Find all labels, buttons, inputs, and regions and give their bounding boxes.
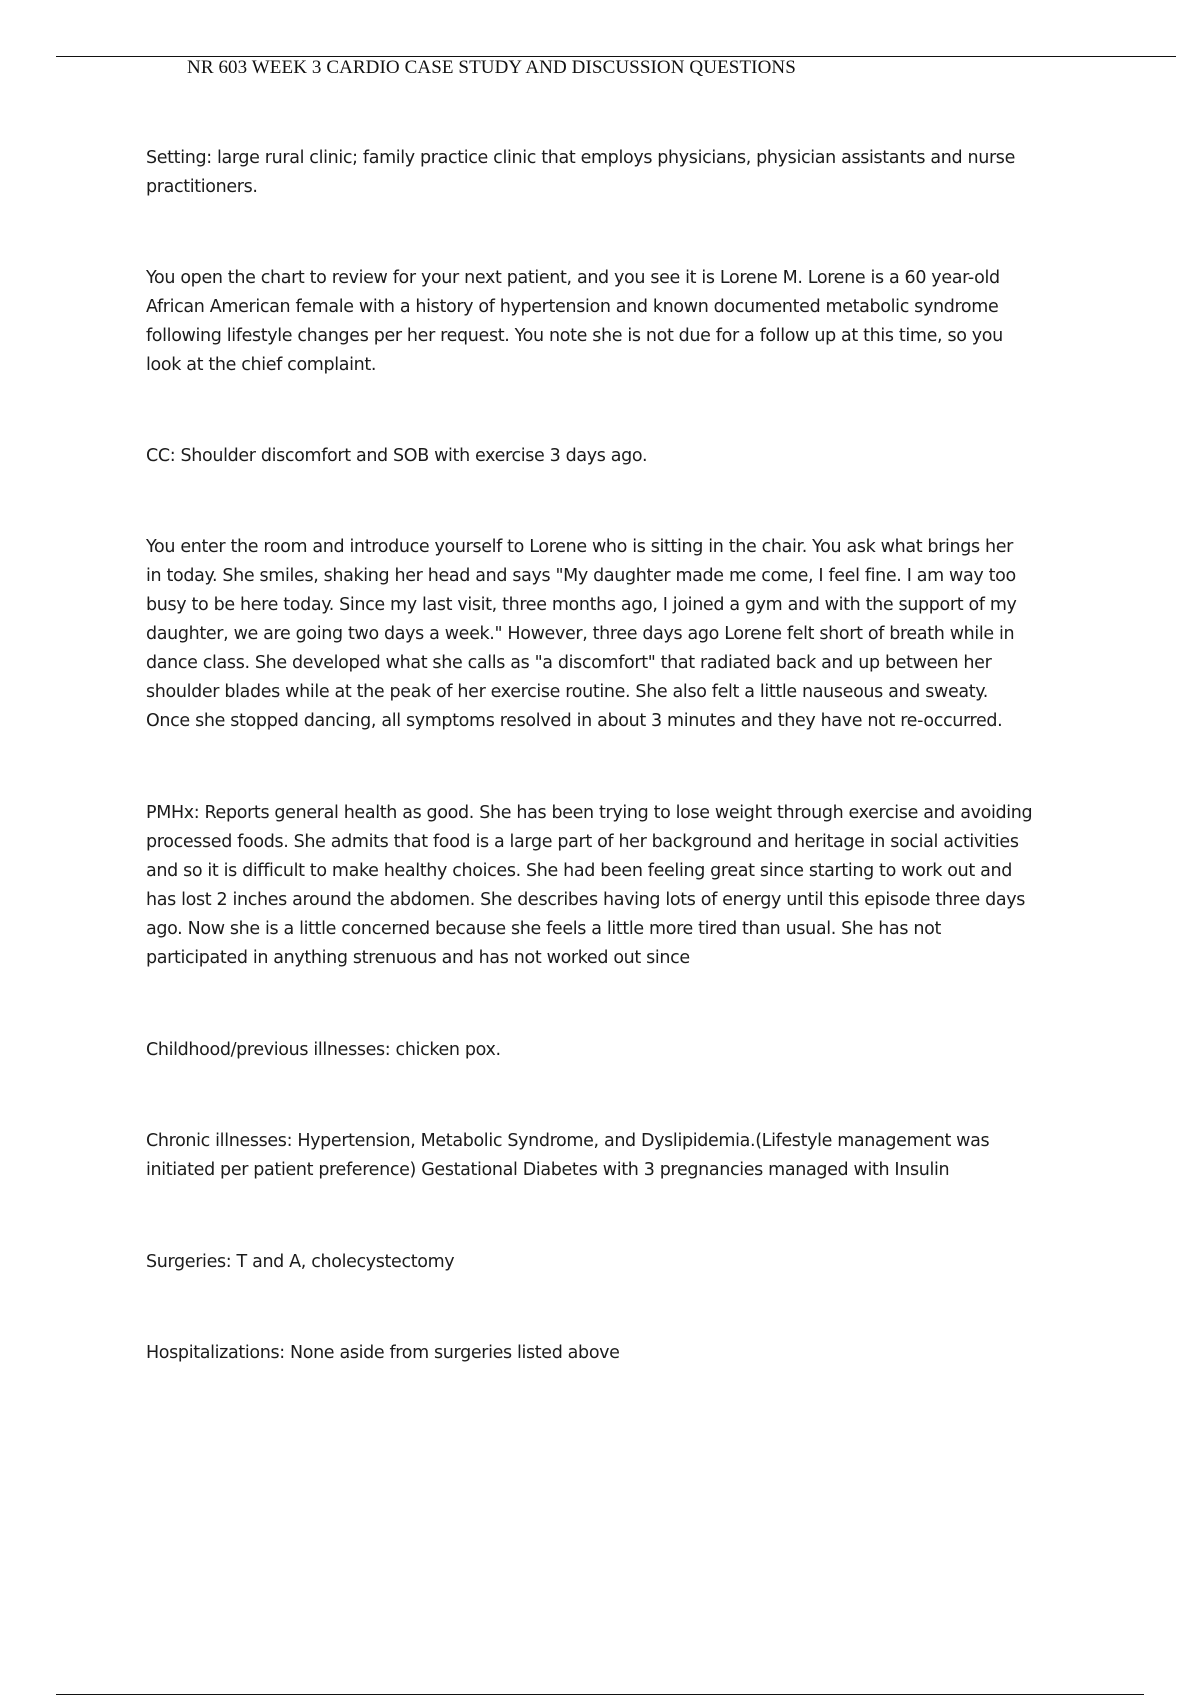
- hpi-paragraph: You enter the room and introduce yourself to Lorene who is sitting in the chair. You ask what brings her in today. She smiles, shaking her head and says "My daughter made me come, I feel fine. I am way too busy to be here today. Since my last visit, three months ago, I joined a gym and with the support of my daughter, we are going two days a week." However, three days ago Lorene felt short of breath while in dance class. She developed what she calls as "a discomfort" that radiated back and up between her shoulder blades while at the peak of her exercise routine. She also felt a little nauseous and sweaty. Once she stopped dancing, all symptoms resolved in about 3 minutes and they have not re-occurred.: [146, 537, 1017, 731]
- setting-paragraph: Setting: large rural clinic; family practice clinic that employs physicians, physician assistants and nurse practitioners.: [146, 148, 1015, 197]
- hospitalizations-paragraph: Hospitalizations: None aside from surgeries listed above: [146, 1343, 620, 1363]
- chronic-illnesses-paragraph: Chronic illnesses: Hypertension, Metabolic Syndrome, and Dyslipidemia.(Lifestyle management was initiated per patient preference) Gestational Diabetes with 3 pregnancies managed with Insulin: [146, 1131, 990, 1180]
- chief-complaint-paragraph: CC: Shoulder discomfort and SOB with exercise 3 days ago.: [146, 446, 648, 466]
- childhood-illnesses-paragraph: Childhood/previous illnesses: chicken pox.: [146, 1040, 501, 1060]
- surgeries-paragraph: Surgeries: T and A, cholecystectomy: [146, 1252, 455, 1272]
- document-title: NR 603 WEEK 3 CARDIO CASE STUDY AND DISCUSSION QUESTIONS: [187, 57, 796, 78]
- pmhx-paragraph: PMHx: Reports general health as good. She has been trying to lose weight through exercise and avoiding processed foods. She admits that food is a large part of her background and heritage in social activities and so it is difficult to make healthy choices. She had been feeling great since starting to work out and has lost 2 inches around the abdomen. She describes having lots of energy until this episode three days ago. Now she is a little concerned because she feels a little more tired than usual. She has not participated in anything strenuous and has not worked out since: [146, 803, 1033, 968]
- intro-paragraph: You open the chart to review for your next patient, and you see it is Lorene M. Lorene is a 60 year-old African American female with a history of hypertension and known documented metabolic syndrome following lifestyle changes per her request. You note she is not due for a follow up at this time, so you look at the chief complaint.: [146, 268, 1003, 375]
- footer-divider: [56, 1694, 1144, 1695]
